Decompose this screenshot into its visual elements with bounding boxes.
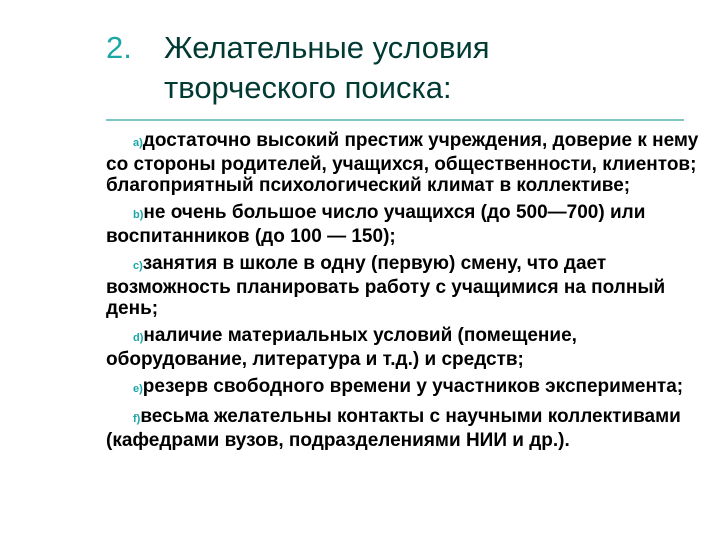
- list-marker: e): [133, 383, 143, 395]
- list-marker: d): [133, 332, 144, 344]
- list-item-text: не очень большое число учащихся (до 500—700) или воспитанников (до 100 — 150);: [106, 202, 646, 247]
- list-item-a: [106, 130, 706, 196]
- list-item-c: [106, 253, 706, 319]
- list-marker: a): [133, 137, 143, 149]
- list-marker: f): [133, 413, 141, 425]
- list-item-text: резерв свободного времени у участников эксперимента;: [142, 376, 684, 397]
- title-line-2: творческого поиска:: [164, 70, 452, 105]
- list-item-text: наличие материальных условий (помещение, оборудование, литература и т.д.) и средств;: [106, 325, 577, 370]
- title-divider: [106, 119, 684, 121]
- list-item-d: [106, 325, 706, 370]
- list-item-b: [106, 202, 706, 247]
- title-text: [164, 28, 490, 108]
- list-marker: c): [133, 260, 143, 272]
- list-item-text: достаточно высокий престиж учреждения, доверие к нему со стороны родителей, учащихся, общественности, клиентов; благоприятный психологический климат в коллективе;: [106, 130, 699, 196]
- title-line-1: Желательные условия: [164, 30, 490, 65]
- list-item-text: занятия в школе в одну (первую) смену, что дает возможность планировать работу с учащимися на полный день;: [106, 253, 666, 319]
- list-marker: b): [133, 209, 144, 221]
- title-number: 2.: [106, 30, 132, 65]
- list-item-e: [106, 376, 706, 400]
- slide-title: [106, 28, 686, 108]
- list-item-text: весьма желательны контакты с научными коллективами (кафедрами вузов, подразделениями НИИ и др.).: [106, 406, 681, 451]
- conditions-list: [106, 130, 706, 457]
- list-item-f: [106, 406, 706, 451]
